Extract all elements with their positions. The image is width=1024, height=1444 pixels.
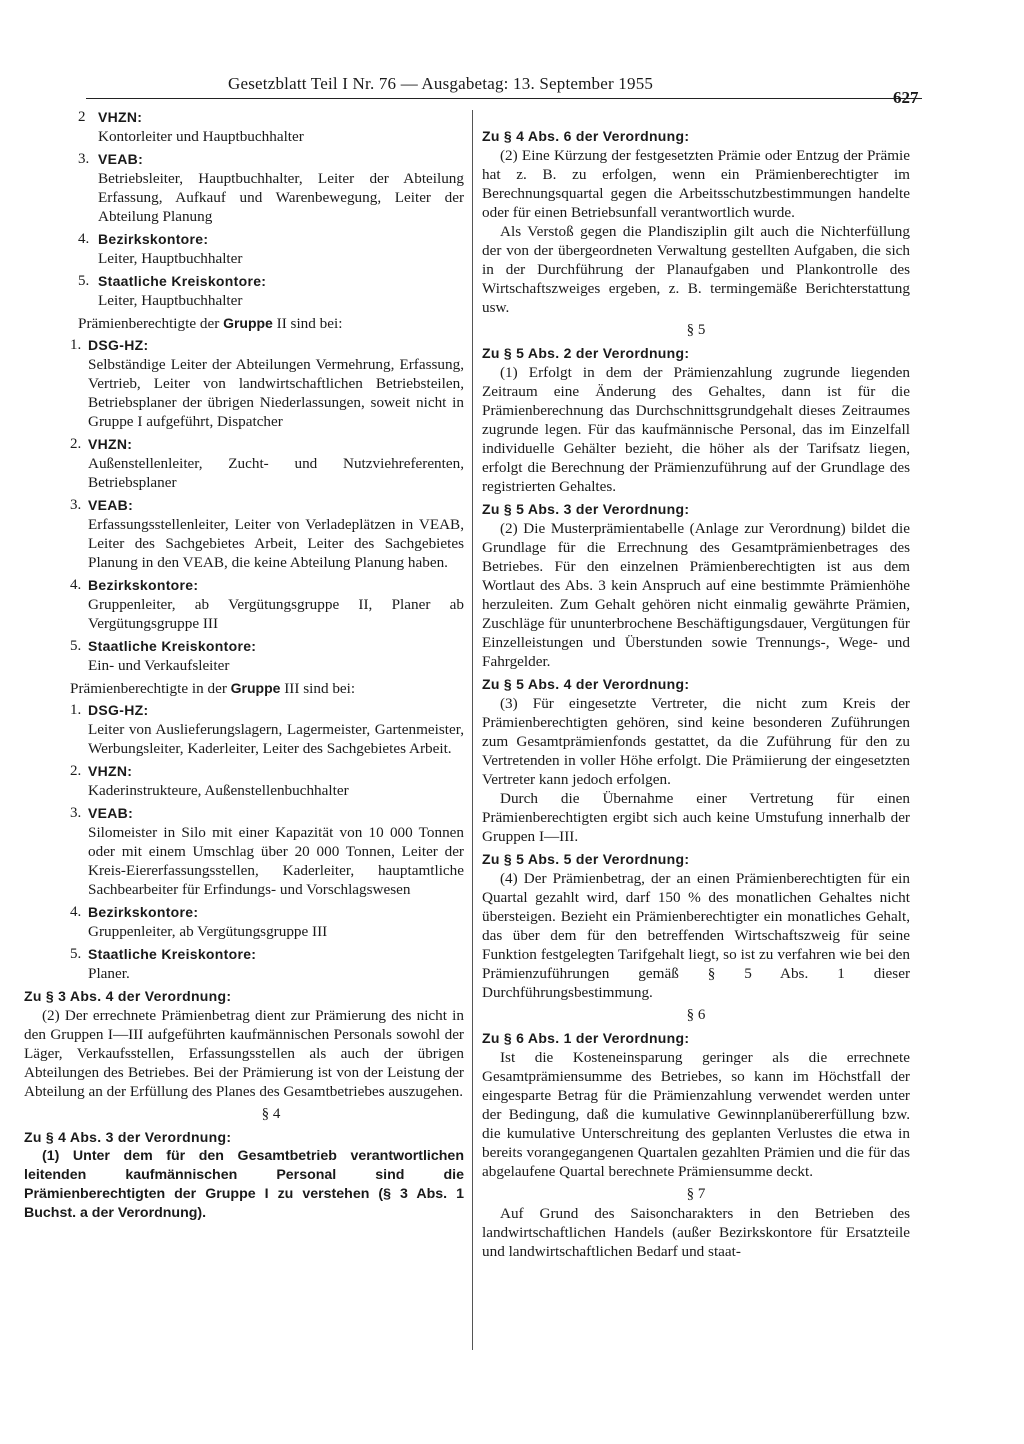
item-description: Gruppenleiter, ab Vergütungsgruppe III xyxy=(88,923,328,940)
group1-item xyxy=(18,272,464,310)
column-divider xyxy=(472,110,473,1350)
section-heading: Zu § 4 Abs. 6 der Verordnung: xyxy=(482,128,690,144)
section-heading: Zu § 4 Abs. 3 der Verordnung: xyxy=(24,1129,232,1145)
section-heading: Zu § 6 Abs. 1 der Verordnung: xyxy=(482,1030,690,1046)
item-name: VHZN: xyxy=(88,436,133,452)
paragraph: (4) Der Prämienbetrag, der an einen Prämienberechtigten für ein Quartal gezahlt wird, darf 150 % des monatlichen Gehaltes nicht übersteigen. Bezieht ein Prämienberechtigter ein monatliches Gehalt, das über dem für den betreffenden Wirtschaftszweig für seine Funktion festgelegten Tarifgehalt liegt, so ist zu verfahren wie bei den Prämienzuführungen gemäß § 5 Abs. 1 dieser Durchführungsbestimmung. xyxy=(482,870,910,1001)
item-number: 3. xyxy=(70,805,82,821)
item-number: 4. xyxy=(78,231,90,247)
item-name: Bezirkskontore: xyxy=(88,577,199,593)
paragraph: (2) Der errechnete Prämienbetrag dient zur Prämierung des nicht in den Gruppen I—III aufgeführten kaufmännischen Personals sowohl der Läger, Verkaufsstellen, Erfassungsstellen als auch der übrigen Abteilungen des Betriebes. Bei der Prämierung ist von der Leistung der Abteilung an der Erfüllung des Planes des Gesamtbetriebes auszugehen. xyxy=(24,1007,464,1100)
item-name: Bezirkskontore: xyxy=(88,904,199,920)
section-heading: Zu § 3 Abs. 4 der Verordnung: xyxy=(24,988,232,1004)
section-number: § 5 xyxy=(686,322,706,338)
item-name: Staatliche Kreiskontore: xyxy=(88,638,257,654)
paragraph: Durch die Übernahme einer Vertretung für einen Prämienberechtigten ergibt sich auch keine Umstufung innerhalb der Gruppen I—III. xyxy=(482,790,910,845)
item-description: Kontorleiter und Hauptbuchhalter xyxy=(98,128,304,145)
group3-item xyxy=(18,903,464,941)
item-number: 3. xyxy=(78,151,90,167)
group2-item xyxy=(18,336,464,431)
group2-intro xyxy=(18,314,464,333)
paragraph: Auf Grund des Saisoncharakters in den Betrieben des landwirtschaftlichen Handels (außer Bezirkskontore für Ersatzteile und landwirtschaftlichen Bedarf und staat- xyxy=(482,1205,910,1260)
group2-item xyxy=(18,576,464,633)
group3-intro xyxy=(18,679,464,698)
item-number: 4. xyxy=(70,577,82,593)
item-number: 1. xyxy=(70,337,82,353)
page-header: Gesetzblatt Teil I Nr. 76 — Ausgabetag: 13. September 1955 xyxy=(228,74,654,93)
item-description: Außenstellenleiter, Zucht- und Nutzviehreferenten, Betriebsplaner xyxy=(88,455,464,491)
group3-item xyxy=(18,804,464,899)
group1-item xyxy=(18,108,464,146)
section-number: § 7 xyxy=(686,1186,706,1202)
intro-text: Prämienberechtigte der xyxy=(78,315,224,332)
paragraph: (1) Erfolgt in dem der Prämienzahlung zugrunde liegenden Zeitraum eine Änderung des Gehaltes, dann ist für die Prämienberechnung das Durchschnittsgrundgehalt dieses Zeitraumes zugrunde legen. Für das kaufmännische Personal, das im Einzelfall individuelle Gehälter bezieht, die höher als der Tarifsatz liegen, erfolgt die Berechnung der Prämienzuführung auf der Grundlage des registrierten Gehaltes. xyxy=(482,364,910,495)
paragraph: Als Verstoß gegen die Plandisziplin gilt auch die Nichterfüllung der von der übergeordneten Verwaltung gestellten Aufgaben, die sich in der Durchführung der Planaufgaben und Plankontrolle des Wirtschaftszweiges ergeben, z. B. termingemäße Berichterstattung usw. xyxy=(482,223,910,316)
group1-item xyxy=(18,150,464,226)
intro-text: II sind bei: xyxy=(272,315,343,332)
section-number: § 4 xyxy=(261,1106,281,1122)
paragraph: Ist die Kosteneinsparung geringer als die errechnete Gesamtprämiensumme des Betriebes, so kann im Höchstfall der eingesparte Betrag für die Prämienzahlung verwendet werden unter der Bedingung, daß die kumulative Gewinnplanübererfüllung bzw. die kumulative Unterschreitung des geplanten Verlustes die etwa in bereits vorangegangenen Quartalen gezahlten Prämien und die für das abgelaufene Quartal berechnete Prämiensumme deckt. xyxy=(482,1049,910,1180)
item-description: Leiter, Hauptbuchhalter xyxy=(98,250,243,267)
group2-item xyxy=(18,637,464,675)
item-description: Leiter von Auslieferungslagern, Lagermeister, Gartenmeister, Werbungsleiter, Kaderleiter, Leiter des Sachgebietes Arbeit. xyxy=(88,721,464,757)
item-description: Erfassungsstellenleiter, Leiter von Verladeplätzen in VEAB, Leiter des Sachgebietes Arbeit, Leiter des Sachgebietes Planung in den VEAB, die keine Abteilung Planung haben. xyxy=(88,516,464,571)
group2-item xyxy=(18,435,464,492)
item-description: Planer. xyxy=(88,965,130,982)
intro-text: Prämienberechtigte in der xyxy=(70,680,231,697)
item-number: 2 xyxy=(78,109,86,125)
item-description: Selbständige Leiter der Abteilungen Vermehrung, Erfassung, Vertrieb, Leiter von landwirtschaftlichen Betriebsteilen, Betriebsplaner der übrigen Niederlassungen, soweit nicht in Gruppe I aufgeführt, Dispatcher xyxy=(88,356,464,430)
item-number: 2. xyxy=(70,436,82,452)
paragraph: (3) Für eingesetzte Vertreter, die nicht zum Kreis der Prämienberechtigten gehören, sind keine besonderen Zuführungen zum Gesamtprämienfonds gestattet, da die Zuführung für den zu Vertretenden in voller Höhe erfolgt. Die Prämiierung der eingesetzten Vertreter kann jedoch erfolgen. xyxy=(482,695,910,788)
item-name: VEAB: xyxy=(88,805,134,821)
section-heading: Zu § 5 Abs. 5 der Verordnung: xyxy=(482,851,690,867)
item-name: VHZN: xyxy=(88,763,133,779)
header-rule xyxy=(86,98,922,99)
item-name: VHZN: xyxy=(98,109,143,125)
item-name: VEAB: xyxy=(98,151,144,167)
item-description: Betriebsleiter, Hauptbuchhalter, Leiter der Abteilung Erfassung, Aufkauf und Warenbewegung, Leiter der Abteilung Planung xyxy=(98,170,464,225)
right-column xyxy=(482,123,910,1261)
section-heading: Zu § 5 Abs. 2 der Verordnung: xyxy=(482,345,690,361)
left-column xyxy=(18,108,464,1223)
intro-group-word: Gruppe xyxy=(223,315,273,331)
item-name: VEAB: xyxy=(88,497,134,513)
item-description: Gruppenleiter, ab Vergütungsgruppe II, Planer ab Vergütungsgruppe III xyxy=(88,596,464,632)
paragraph: (2) Eine Kürzung der festgesetzten Prämie oder Entzug der Prämie hat z. B. zu erfolgen, wenn ein Prämienberechtigter im Berechnungsquartal gegen die Arbeitsschutzbestimmungen handelte oder für einen Betriebsunfall verantwortlich wurde. xyxy=(482,147,910,221)
item-number: 3. xyxy=(70,497,82,513)
item-description: Silomeister in Silo mit einer Kapazität von 10 000 Tonnen oder mit einem Umschlag über 20 000 Tonnen, Leiter der Kreis-Eiererfassungsstellen, Kaderleiter, hauptamtliche Sachbearbeiter für Erfindungs- und Vorschlagswesen xyxy=(88,824,464,898)
intro-text: III sind bei: xyxy=(280,680,356,697)
group3-item xyxy=(18,701,464,758)
section-number: § 6 xyxy=(686,1007,706,1023)
group3-item xyxy=(18,762,464,800)
section-heading: Zu § 5 Abs. 3 der Verordnung: xyxy=(482,501,690,517)
item-name: Staatliche Kreiskontore: xyxy=(88,946,257,962)
item-number: 4. xyxy=(70,904,82,920)
intro-group-word: Gruppe xyxy=(230,680,281,696)
item-description: Ein- und Verkaufsleiter xyxy=(88,657,230,674)
item-description: Kaderinstrukteure, Außenstellenbuchhalter xyxy=(88,782,349,799)
group3-item xyxy=(18,945,464,983)
paragraph: (2) Die Musterprämientabelle (Anlage zur Verordnung) bildet die Grundlage für die Errechnung des Gesamtprämienbetrages des Betriebes. Für den einzelnen Prämienberechtigten ist aus dem Wortlaut des Abs. 3 kein Anspruch auf eine bestimmte Prämienhöhe herzuleiten. Zum Gehalt gehören nicht einmalig gewährte Prämien, Zuschläge für ununterbrochene Beschäftigungsdauer, Vergütungen für Einzelleistungen und Überstunden sowie Trennungs-, Wege- und Fahrgelder. xyxy=(482,520,910,670)
item-name: Bezirkskontore: xyxy=(98,231,209,247)
group1-item xyxy=(18,230,464,268)
item-number: 5. xyxy=(70,946,82,962)
item-description: Leiter, Hauptbuchhalter xyxy=(98,292,243,309)
group2-item xyxy=(18,496,464,572)
item-number: 5. xyxy=(70,638,82,654)
item-name: DSG-HZ: xyxy=(88,337,149,353)
item-number: 2. xyxy=(70,763,82,779)
item-name: Staatliche Kreiskontore: xyxy=(98,273,267,289)
item-number: 5. xyxy=(78,273,90,289)
paragraph: (1) Unter dem für den Gesamtbetrieb verantwortlichen leitenden kaufmännischen Personal sind die Prämienberechtigten der Gruppe I zu verstehen (§ 3 Abs. 1 Buchst. a der Verordnung). xyxy=(24,1148,464,1221)
section-heading: Zu § 5 Abs. 4 der Verordnung: xyxy=(482,676,690,692)
page-number: 627 xyxy=(893,88,919,107)
item-number: 1. xyxy=(70,702,82,718)
item-name: DSG-HZ: xyxy=(88,702,149,718)
